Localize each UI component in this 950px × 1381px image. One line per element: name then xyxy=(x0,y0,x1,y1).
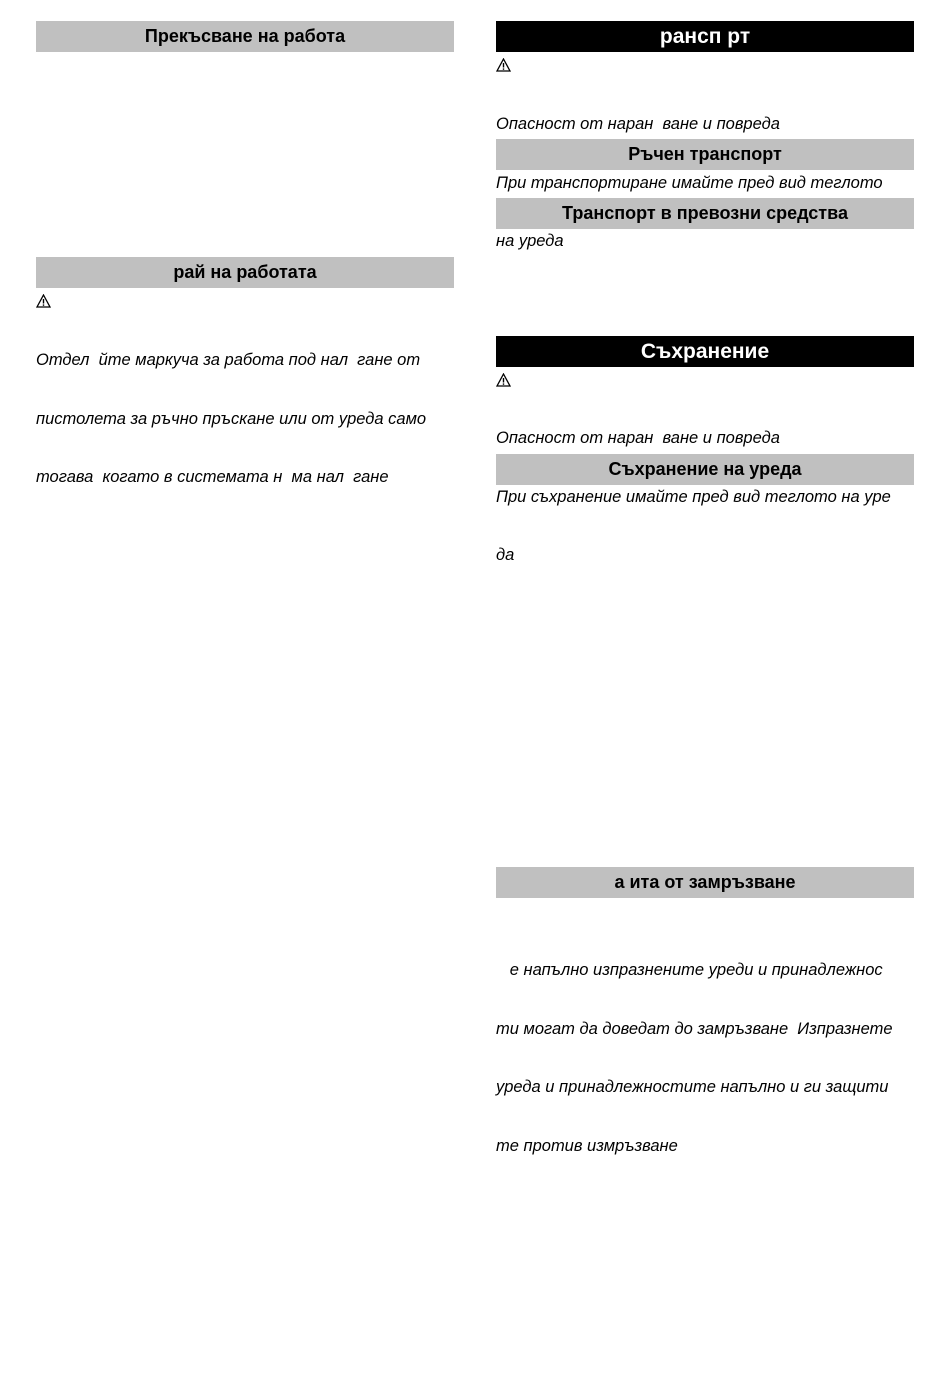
section-heading-text: рай на работата xyxy=(173,262,317,282)
storage-warning-text xyxy=(496,390,891,585)
section-heading-work-interruption xyxy=(36,21,454,52)
text-line: тогава когато в системата н ма нал гане xyxy=(36,468,389,486)
warning-triangle-icon xyxy=(496,58,511,72)
subheading-device-storage xyxy=(496,454,914,485)
text-line: Опасност от наран ване и повреда xyxy=(496,429,780,447)
frost-protection-text xyxy=(496,922,893,1176)
section-heading-end-of-work xyxy=(36,257,454,288)
text-line: те против измръзване xyxy=(496,1136,678,1155)
section-heading-storage xyxy=(496,336,914,367)
text-line: Отдел йте маркуча за работа под нал гане от xyxy=(36,351,421,369)
text-line: е напълно изпразнените уреди и принадлежнос xyxy=(496,961,883,979)
subheading-manual-transport xyxy=(496,139,914,170)
subheading-vehicle-transport xyxy=(496,198,914,229)
text-line: да xyxy=(496,546,515,564)
subheading-text: Транспорт в превозни средства xyxy=(562,203,848,223)
section-heading-text: Съхранение xyxy=(640,340,770,363)
warning-triangle-icon xyxy=(496,373,511,387)
warning-triangle-icon xyxy=(36,294,51,308)
text-line: уреда и принадлежностите напълно и ги защити xyxy=(496,1078,889,1096)
section-heading-text: Прекъсване на работа xyxy=(144,26,346,46)
section-heading-transport xyxy=(496,21,914,52)
text-line: Опасност от наран ване и повреда xyxy=(496,115,780,133)
subheading-text: Съхранение на уреда xyxy=(608,459,802,479)
subheading-text: а ита от замръзване xyxy=(614,872,796,892)
section-heading-text: рансп рт xyxy=(659,25,751,48)
transport-warning-text xyxy=(496,76,883,271)
text-line: ти могат да доведат до замръзване Изпразнете xyxy=(496,1019,893,1038)
text-line: При съхранение имайте пред вид теглото на уре xyxy=(496,487,891,506)
subheading-frost-protection xyxy=(496,867,914,898)
end-of-work-warning-text xyxy=(36,312,426,507)
text-line: пистолета за ръчно пръскане или от уреда само xyxy=(36,409,427,428)
text-line: При транспортиране имайте пред вид теглото xyxy=(496,173,883,192)
subheading-text: Ръчен транспорт xyxy=(628,144,782,164)
text-line: на уреда xyxy=(496,232,564,250)
